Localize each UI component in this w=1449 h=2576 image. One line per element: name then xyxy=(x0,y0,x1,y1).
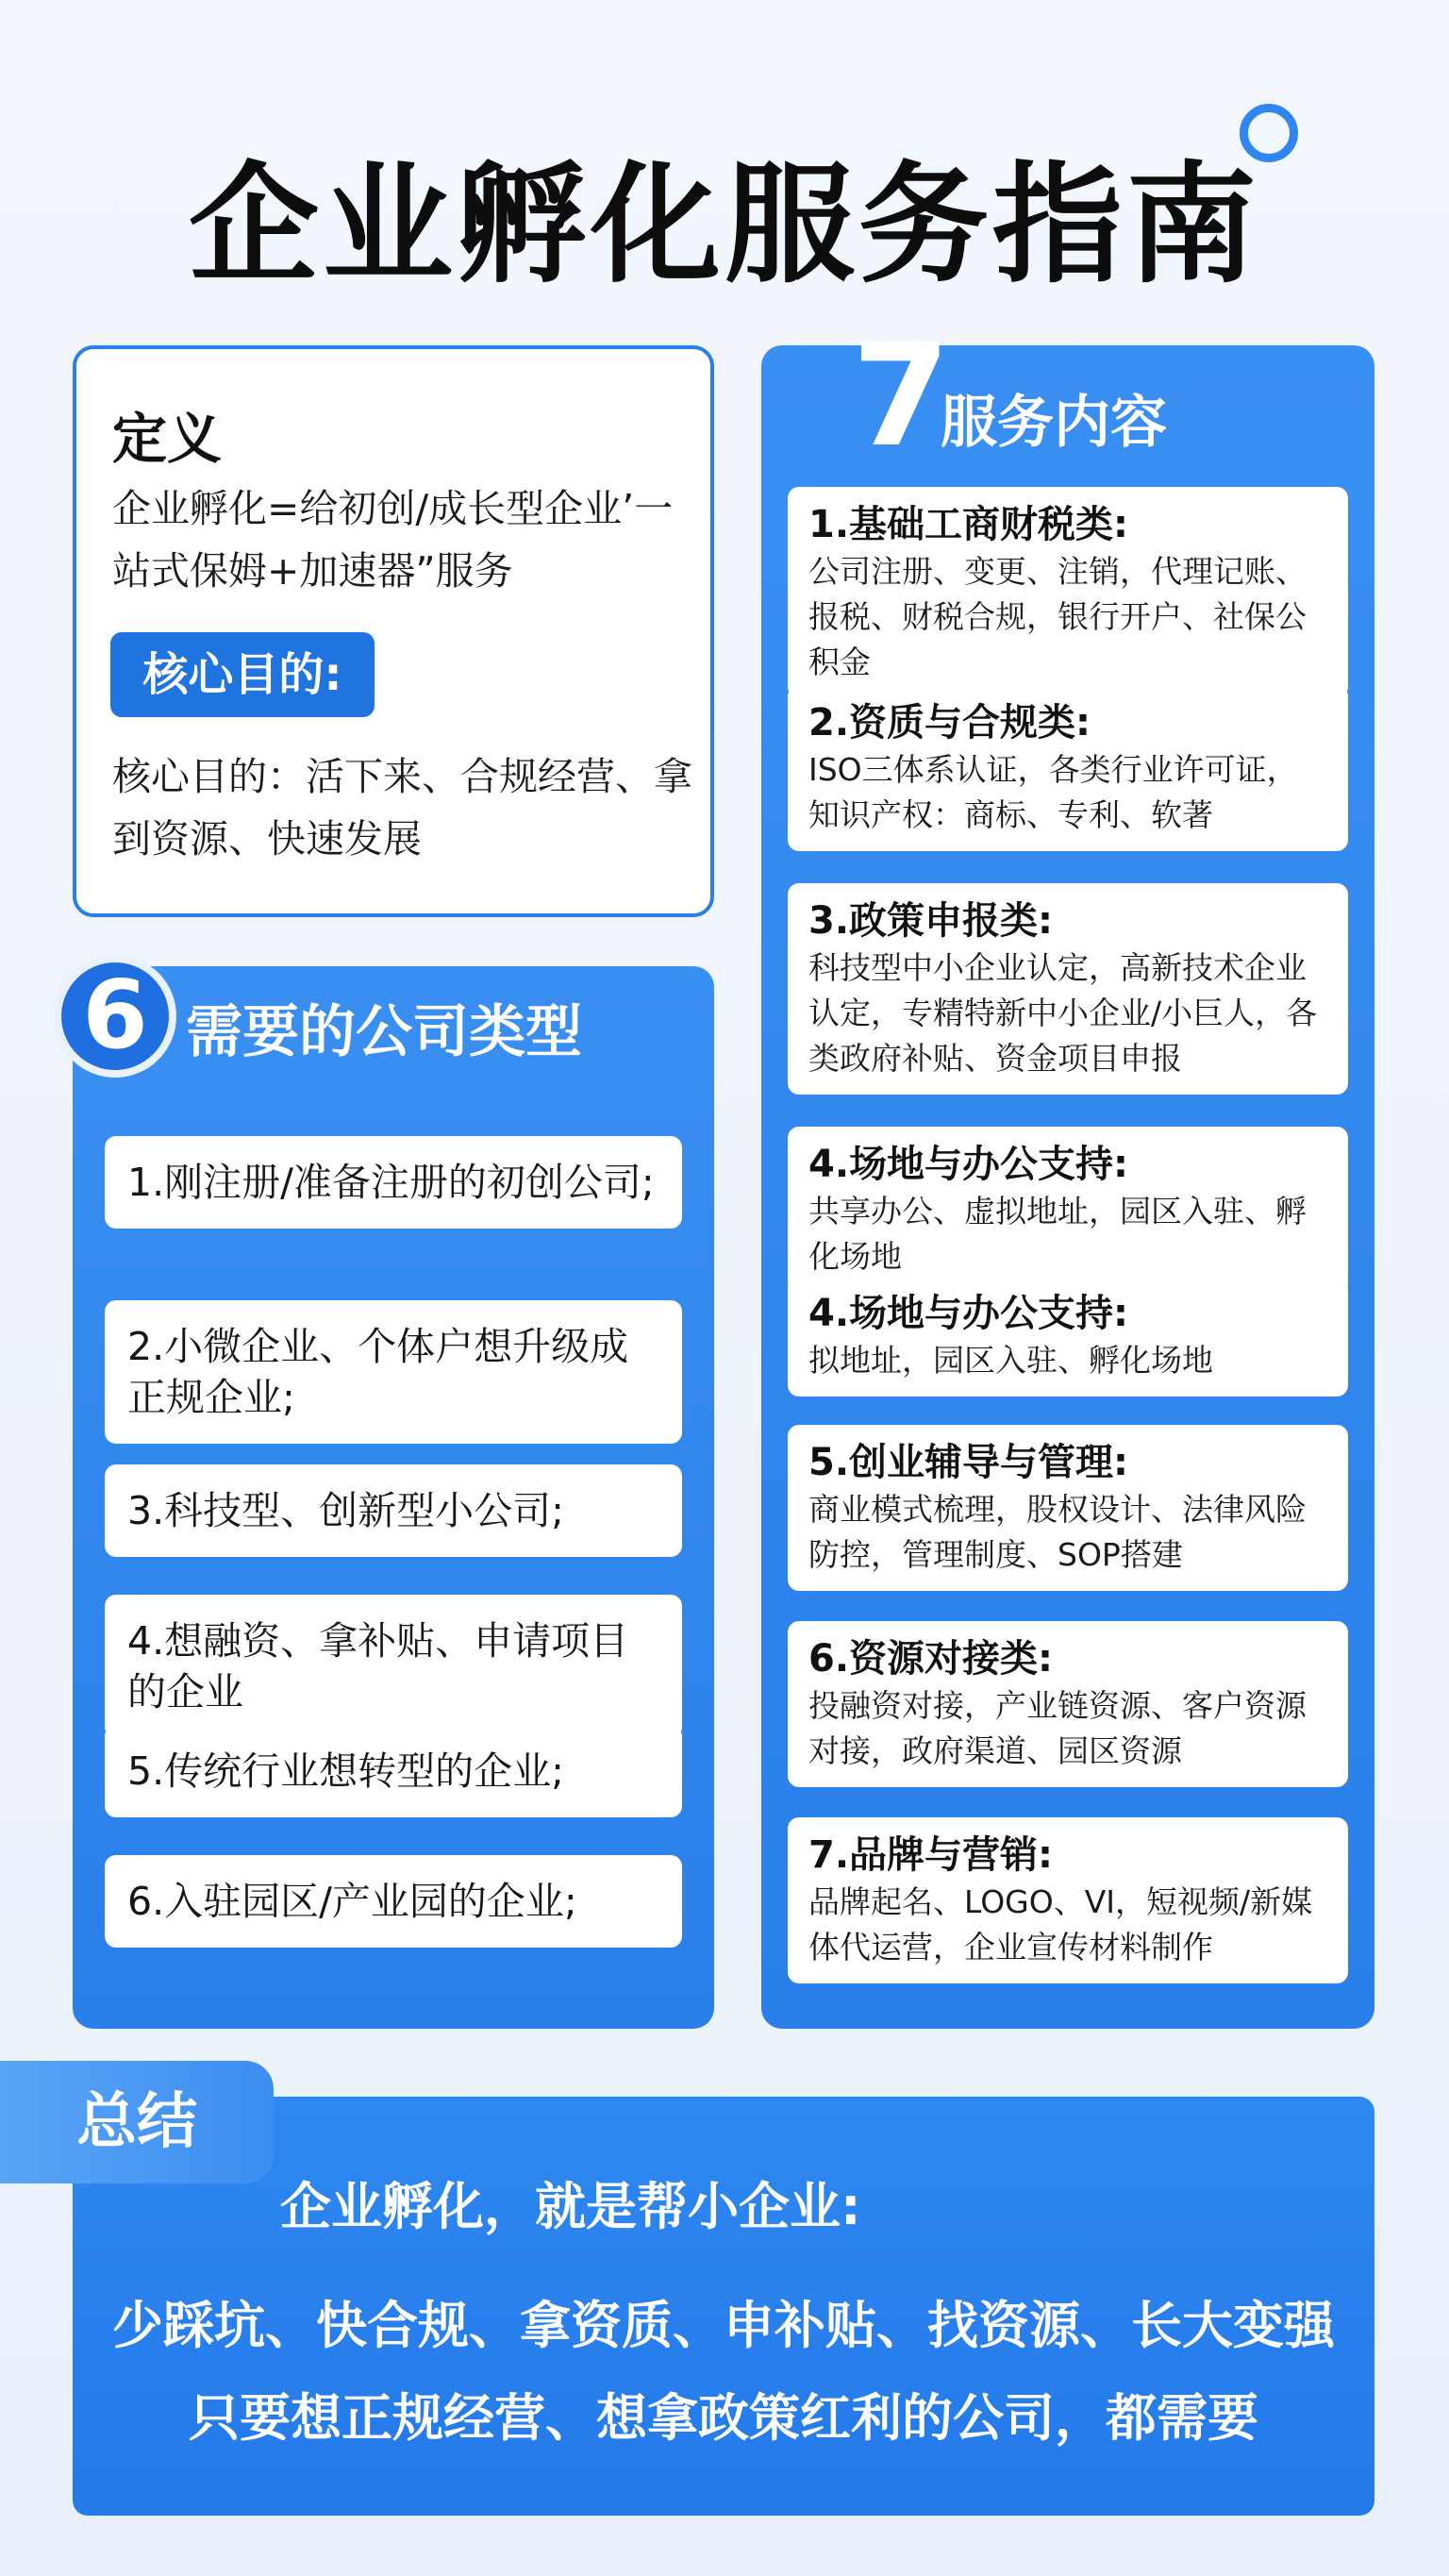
summary-line: 只要想正规经营、想拿政策红利的公司，都需要 xyxy=(189,2388,1258,2448)
service-item xyxy=(788,487,1348,698)
service-item-title: 4.场地与办公支持: xyxy=(808,1143,1129,1186)
service-item-desc: 商业模式梳理，股权设计、法律风险防控，管理制度、SOP搭建 xyxy=(808,1491,1307,1573)
service-item-title: 1.基础工商财税类: xyxy=(808,503,1129,546)
service-item-desc: 公司注册、变更、注销，代理记账、报税、财税合规，银行开户、社保公积金 xyxy=(808,553,1307,680)
service-item-title: 4.场地与办公支持: xyxy=(808,1292,1129,1335)
section-number-badge: 6 xyxy=(54,955,176,1078)
company-type-item: 6.入驻园区/产业园的企业; xyxy=(105,1855,682,1948)
service-item-title: 7.品牌与营销: xyxy=(808,1833,1054,1877)
service-item-desc: 科技型中小企业认定，高新技术企业认定，专精特新中小企业/小巨人，各类政府补贴、资金项目申报 xyxy=(808,949,1318,1077)
core-purpose-badge: 核心目的: xyxy=(110,632,375,717)
service-item-title: 3.政策申报类: xyxy=(808,899,1054,943)
services-heading: 服务内容 xyxy=(941,390,1167,456)
page-title: 企业孵化服务指南 xyxy=(188,149,1260,301)
service-item xyxy=(788,883,1348,1095)
definition-heading: 定义 xyxy=(112,407,223,471)
company-types-heading: 需要的公司类型 xyxy=(186,999,582,1065)
service-item xyxy=(788,1276,1348,1397)
definition-text: 企业孵化=给初创/成长型企业’一站式保姆+加速器”服务 xyxy=(112,486,674,594)
summary-line: 企业孵化，就是帮小企业: xyxy=(280,2177,861,2236)
summary-line: 少踩坑、快合规、拿资质、申补贴、找资源、长大变强 xyxy=(112,2296,1335,2355)
service-item-title: 6.资源对接类: xyxy=(808,1637,1054,1681)
services-card xyxy=(761,314,1374,2029)
company-type-item: 1.刚注册/准备注册的初创公司; xyxy=(105,1136,682,1229)
company-type-item: 2.小微企业、个体户想升级成正规企业; xyxy=(105,1300,682,1444)
service-item xyxy=(788,1127,1348,1293)
service-item-title: 2.资质与合规类: xyxy=(808,701,1091,744)
circle-decoration-icon xyxy=(1240,104,1298,162)
definition-card xyxy=(73,345,714,917)
section-number: 7 xyxy=(852,314,951,478)
service-item-desc: 共享办公、虚拟地址，园区入驻、孵化场地 xyxy=(808,1193,1307,1275)
company-type-item: 3.科技型、创新型小公司; xyxy=(105,1464,682,1557)
service-item xyxy=(788,1425,1348,1591)
service-item xyxy=(788,1621,1348,1787)
service-item-title: 5.创业辅导与管理: xyxy=(808,1441,1129,1484)
company-type-item: 4.想融资、拿补贴、申请项目的企业 xyxy=(105,1595,682,1738)
service-item-desc: 品牌起名、LOGO、VI，短视频/新媒体代运营，企业宣传材料制作 xyxy=(808,1883,1313,1965)
company-type-item: 5.传统行业想转型的企业; xyxy=(105,1725,682,1817)
service-item-desc: 拟地址，园区入驻、孵化场地 xyxy=(808,1342,1213,1379)
service-item-desc: ISO三体系认证，各类行业许可证，知识产权：商标、专利、软著 xyxy=(808,751,1298,833)
company-types-card xyxy=(73,960,714,2029)
service-item xyxy=(788,685,1348,851)
service-item xyxy=(788,1817,1348,1983)
summary-label-tab: 总结 xyxy=(0,2061,274,2183)
core-purpose-text: 核心目的：活下来、合规经营、拿到资源、快速发展 xyxy=(112,754,692,861)
service-item-desc: 投融资对接，产业链资源、客户资源对接，政府渠道、园区资源 xyxy=(808,1687,1307,1769)
